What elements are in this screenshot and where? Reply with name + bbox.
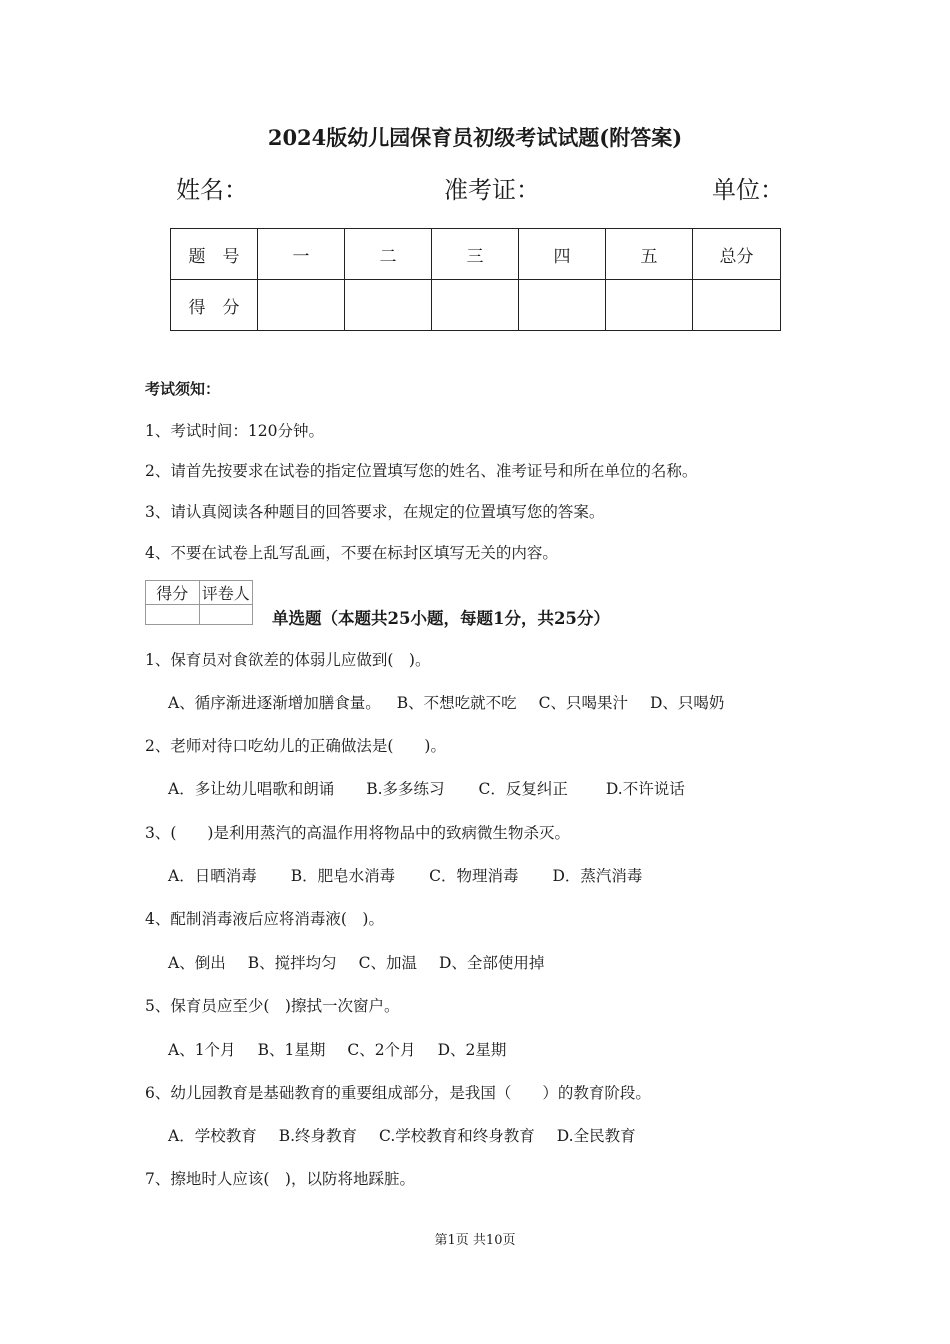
option[interactable]: C．物理消毒 <box>429 867 519 885</box>
option[interactable]: A．学校教育 <box>168 1127 257 1145</box>
notice-heading: 考试须知： <box>145 380 221 398</box>
option[interactable]: C.学校教育和终身教育 <box>379 1127 535 1145</box>
question-options <box>168 951 544 973</box>
question-options <box>168 1038 506 1060</box>
score-table-header-cell: 三 <box>432 229 519 280</box>
notice-rule: 4、不要在试卷上乱写乱画，不要在标封区填写无关的内容。 <box>145 544 558 562</box>
score-table <box>170 228 781 331</box>
option[interactable]: B、不想吃就不吃 <box>396 694 517 712</box>
score-table-header-cell: 题 号 <box>171 229 258 280</box>
score-table-header-cell: 总分 <box>693 229 781 280</box>
section-title: 单选题（本题共25小题，每题1分，共25分） <box>272 609 610 628</box>
score-cell[interactable] <box>519 280 606 331</box>
score-table-header-cell: 二 <box>345 229 432 280</box>
question-options <box>168 864 642 886</box>
grader-name-label: 评卷人 <box>199 581 253 605</box>
option[interactable]: D.全民教育 <box>556 1127 636 1145</box>
option[interactable]: A、1个月 <box>168 1041 236 1059</box>
option[interactable]: D、只喝奶 <box>649 694 725 712</box>
question-options <box>168 691 724 713</box>
score-table-header-cell: 四 <box>519 229 606 280</box>
option[interactable]: C、只喝果汁 <box>538 694 628 712</box>
question-stem: 1、保育员对食欲差的体弱儿应做到( )。 <box>145 651 431 669</box>
option[interactable]: B.终身教育 <box>278 1127 358 1145</box>
question-stem: 5、保育员应至少( )擦拭一次窗户。 <box>145 997 400 1015</box>
score-cell[interactable] <box>345 280 432 331</box>
option[interactable]: C、加温 <box>358 954 417 972</box>
option[interactable]: B.多多练习 <box>366 780 445 798</box>
score-row-label: 得 分 <box>171 280 258 331</box>
option[interactable]: D.不许说话 <box>605 780 685 798</box>
option[interactable]: A．多让幼儿唱歌和朗诵 <box>168 780 335 798</box>
grader-box <box>145 580 253 625</box>
page-footer: 第1页 共10页 <box>434 1233 516 1248</box>
score-table-header-cell: 一 <box>258 229 345 280</box>
question-stem: 6、幼儿园教育是基础教育的重要组成部分，是我国（ ）的教育阶段。 <box>145 1084 651 1102</box>
question-options <box>168 777 685 799</box>
score-table-score-row <box>171 280 781 331</box>
grader-score-label: 得分 <box>146 581 200 605</box>
notice-rule: 1、考试时间：120分钟。 <box>145 422 324 440</box>
notice-rule: 2、请首先按要求在试卷的指定位置填写您的姓名、准考证号和所在单位的名称。 <box>145 462 698 480</box>
question-stem: 3、( )是利用蒸汽的高温作用将物品中的致病微生物杀灭。 <box>145 824 570 842</box>
notice-rule: 3、请认真阅读各种题目的回答要求，在规定的位置填写您的答案。 <box>145 503 605 521</box>
option[interactable]: B、搅拌均匀 <box>247 954 337 972</box>
score-cell[interactable] <box>258 280 345 331</box>
score-cell[interactable] <box>606 280 693 331</box>
option[interactable]: A、倒出 <box>168 954 226 972</box>
grader-score-cell[interactable] <box>146 605 200 625</box>
option[interactable]: B、1星期 <box>257 1041 326 1059</box>
option[interactable]: D．蒸汽消毒 <box>552 867 643 885</box>
option[interactable]: A．日晒消毒 <box>168 867 257 885</box>
unit-label: 单位： <box>712 176 784 204</box>
score-cell[interactable] <box>693 280 781 331</box>
option[interactable]: A、循序渐进逐渐增加膳食量。 <box>168 694 381 712</box>
grader-name-cell[interactable] <box>199 605 253 625</box>
score-cell[interactable] <box>432 280 519 331</box>
exam-number-label: 准考证： <box>444 176 540 204</box>
name-label: 姓名： <box>176 176 248 204</box>
option[interactable]: D、全部使用掉 <box>438 954 545 972</box>
page-title: 2024版幼儿园保育员初级考试试题(附答案) <box>267 125 683 150</box>
score-table-header-cell: 五 <box>606 229 693 280</box>
option[interactable]: B．肥皂水消毒 <box>290 867 396 885</box>
option[interactable]: C、2个月 <box>347 1041 416 1059</box>
option[interactable]: C．反复纠正 <box>478 780 568 798</box>
option[interactable]: D、2星期 <box>437 1041 507 1059</box>
question-stem: 4、配制消毒液后应将消毒液( )。 <box>145 910 384 928</box>
score-table-header-row <box>171 229 781 280</box>
question-options <box>168 1124 636 1146</box>
question-stem: 2、老师对待口吃幼儿的正确做法是( )。 <box>145 737 446 755</box>
question-stem: 7、擦地时人应该( )，以防将地踩脏。 <box>145 1170 415 1188</box>
